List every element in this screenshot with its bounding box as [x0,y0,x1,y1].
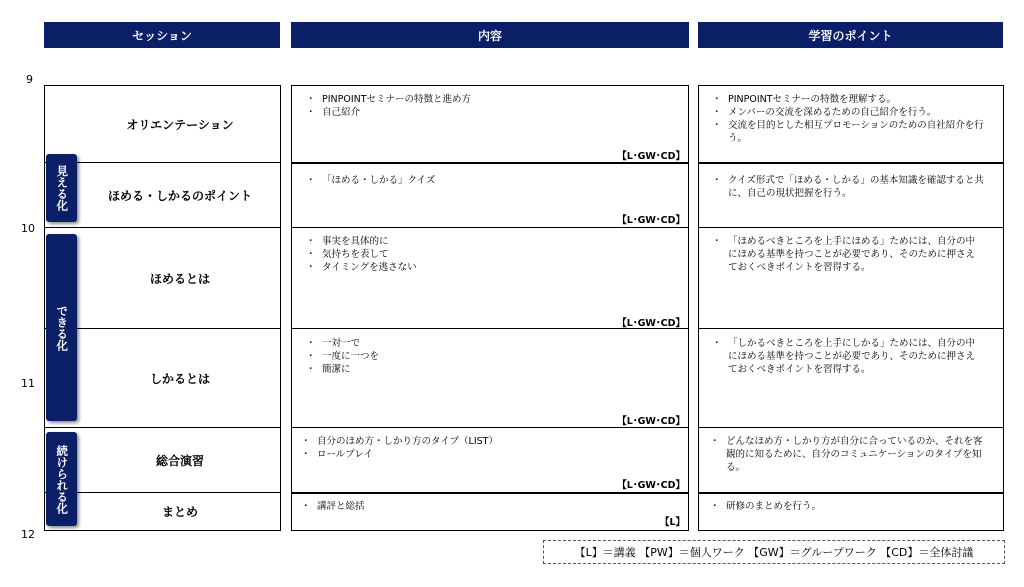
content-item: ・ 簡潔に [306,363,676,376]
content-divider [291,427,689,428]
category-dekiruka: できる化 [46,234,77,421]
content-divider [291,162,689,164]
content-item: ・ 講評と総括 [301,500,671,513]
point-item: ・ 「しかるべきところを上手にしかる」ためには、自分の中にほめる基準を持つことが必要であり、そのために押さえておくべきポイントを習得する。 [712,337,984,376]
method-tag: 【L】 [659,517,685,528]
content-divider [291,227,689,228]
points-divider [698,492,1004,494]
session-name-sougou: 総合演習 [155,453,204,468]
points-divider [698,227,1004,228]
content-cell [301,500,671,513]
content-cell [306,337,676,376]
content-item: ・ ロールプレイ [301,448,671,461]
content-item: ・ タイミングを逃さない [306,261,676,274]
header-content: 内容 [291,22,689,48]
content-item: ・ 一度に一つを [306,350,676,363]
header-session: セッション [44,22,280,48]
session-name-homeru: ほめるとは [149,271,210,286]
point-item: ・ 「ほめるべきところを上手にほめる」ためには、自分の中にほめる基準を持つことが必要であり、そのために押さえておくべきポイントを習得する。 [712,235,984,274]
point-item: ・ PINPOINTセミナーの特徴を理解する。 [712,93,984,106]
hour-9: 9 [26,73,33,86]
point-item: ・ どんなほめ方・しかり方が自分に合っているのか、それを客観的に知るために、自分のコミュニケーションのタイプを知る。 [710,435,986,474]
content-cell [306,93,676,119]
content-divider [291,492,689,494]
points-divider [698,162,1004,164]
session-name-orientation: オリエンテーション [126,117,234,132]
points-cell [712,337,984,376]
points-cell [710,435,986,474]
hour-10: 10 [21,222,35,235]
method-legend [543,540,1005,564]
method-tag: 【L･GW･CD】 [617,480,685,491]
legend-text: 【L】＝講義 【PW】＝個人ワーク 【GW】＝グループワーク 【CD】＝全体討議 [574,546,974,559]
session-name-shikaru: しかるとは [149,371,210,386]
content-item: ・ 自分のほめ方・しかり方のタイプ（LIST） [301,435,671,448]
header-points: 学習のポイント [698,22,1003,48]
content-cell [306,235,676,274]
points-cell [710,500,986,513]
content-item: ・ 自己紹介 [306,106,676,119]
category-mieruka: 見える化 [46,154,77,222]
method-tag: 【L･GW･CD】 [617,318,685,329]
point-item: ・ メンバーの交流を深めるための自己紹介を行う。 [712,106,984,119]
content-cell [301,435,671,461]
content-cell [306,174,676,187]
category-tsuzukerareruka: 続けられる化 [46,432,77,526]
hour-11: 11 [21,377,35,390]
points-cell [712,93,984,145]
session-name-points: ほめる・しかるのポイント [107,188,252,203]
method-tag: 【L･GW･CD】 [617,215,685,226]
content-item: ・ PINPOINTセミナーの特徴と進め方 [306,93,676,106]
point-item: ・ クイズ形式で「ほめる・しかる」の基本知識を確認すると共に、自己の現状把握を行う。 [712,174,984,200]
hour-12: 12 [21,528,35,541]
point-item: ・ 交流を目的とした相互プロモーションのための自社紹介を行う。 [712,119,984,145]
points-cell [712,235,984,274]
points-divider [698,328,1004,329]
points-cell [712,174,984,200]
content-item: ・ 「ほめる・しかる」クイズ [306,174,676,187]
content-item: ・ 気持ちを表して [306,248,676,261]
session-name-matome: まとめ [161,505,198,519]
method-tag: 【L･GW･CD】 [617,416,685,427]
points-divider [698,427,1004,428]
method-tag: 【L･GW･CD】 [617,151,685,162]
content-item: ・ 事実を具体的に [306,235,676,248]
content-item: ・ 一対一で [306,337,676,350]
point-item: ・ 研修のまとめを行う。 [710,500,986,513]
